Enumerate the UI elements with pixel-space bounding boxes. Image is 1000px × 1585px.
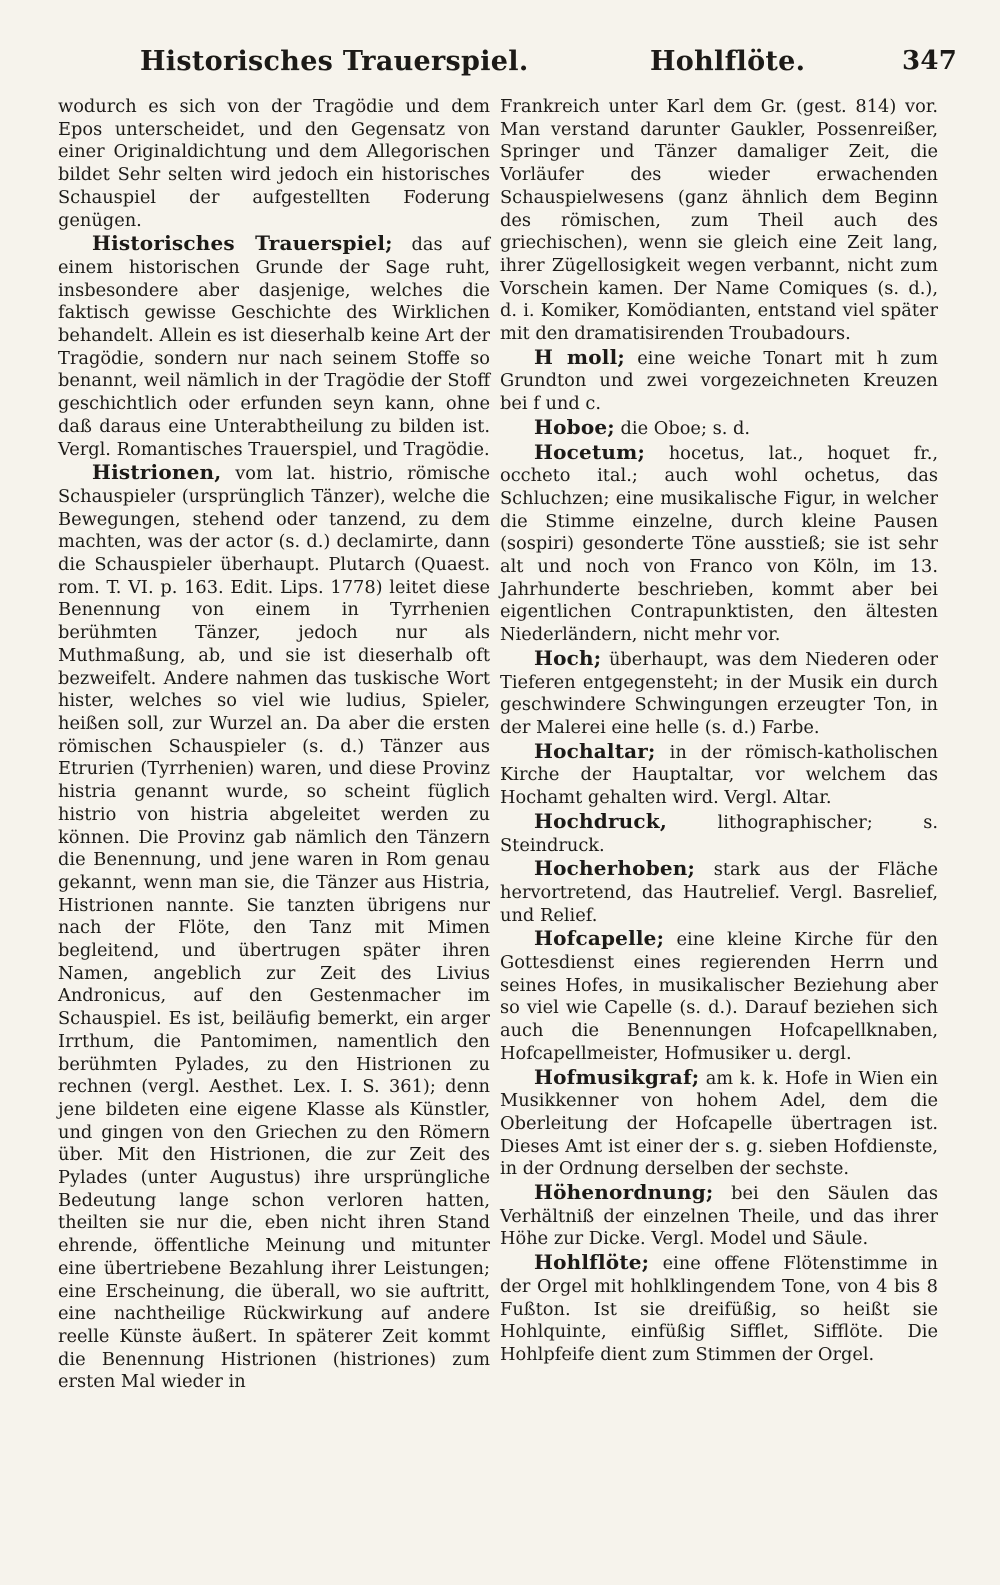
running-head	[0, 40, 1000, 90]
dictionary-entry	[500, 346, 938, 416]
dictionary-entry	[500, 740, 938, 810]
entry-headword: Hochdruck,	[534, 808, 668, 833]
entry-headword: Hocherhoben;	[534, 856, 696, 881]
entry-text: vom lat. histrio, römische Schauspieler (ursprünglich Tänzer), welche die Bewegungen, stehend oder tanzend, zu dem machten, was der actor (s. d.) declamirte, dann die Schauspieler überhaupt. Plutarch (Quaest. rom. T. VI. p. 163. Edit. Lips. 1778) leitet diese Benennung von einem in Tyrrhenien berühmten Tänzer, jedoch nur als Muthmaßung, ab, und sie ist dieserhalb oft bezweifelt. Andere nahmen das tuskische Wort hister, welches so viel wie ludius, Spieler, heißen soll, zur Wurzel an. Da aber die ersten römischen Schauspieler (s. d.) Tänzer aus Etrurien (Tyrrhenien) waren, und diese Provinz histria genannt wurde, so scheint füglich histrio von histria abgeleitet werden zu können. Die Provinz gab nämlich den Tänzern die Benennung, und jene waren in Rom genau gekannt, wenn man sie, die Tänzer aus Histria, Histrionen nannte. Sie tanzten übrigens nur nach der Flöte, den Tanz mit Mimen begleitend, und übertrugen später ihren Namen, angeblich zur Zeit des Livius Andronicus, auf den Gestenmacher im Schauspiel. Es ist, beiläufig bemerkt, ein arger Irrthum, die Pantomimen, namentlich den berühmten Pylades, zu den Histrionen zu rechnen (vergl. Aesthet. Lex. I. S. 361); denn jene bildeten eine eigene Klasse als Künstler, und gingen von den Griechen zu den Römern über. Mit den Histrionen, die zur Zeit des Pylades (unter Augustus) ihre ursprüngliche Bedeutung lange schon verloren hatten, theilten sie nur die, eben nicht ihren Stand ehrende, öffentliche Meinung und mitunter eine übertriebene Bezahlung ihrer Leistungen; eine Erscheinung, die überall, wo sie auftritt, eine nachtheilige Rückwirkung auf andere reelle Künste äußert. In späterer Zeit kommt die Benennung Histrionen (histriones) zum ersten Mal wieder in	[58, 463, 490, 1393]
entry-headword: Histrionen,	[92, 460, 222, 485]
left-column	[58, 96, 490, 1394]
entry-text: Frankreich unter Karl dem Gr. (gest. 814) vor. Man verstand darunter Gaukler, Possenreißer, Springer und Tänzer damaliger Zeit, die Vorläufer des wieder erwachenden Schauspielwesens (ganz ähnlich dem Beginn des römischen, zum Theil auch des griechischen), wenn sie gleich eine Zeit lang, ihrer Zügellosigkeit wegen verbannt, nicht zum Vorschein kamen. Der Name Comiques (s. d.), d. i. Komiker, Komödianten, entstand viel später mit den dramatisirenden Troubadours.	[500, 96, 938, 345]
entry-text: am k. k. Hofe in Wien ein Musikkenner von hohem Adel, dem die Oberleitung der Hofcapelle übertragen ist. Dieses Amt ist einer der s. g. sieben Hofdienste, in der Ordnung derselben der sechste.	[500, 1067, 938, 1180]
entry-headword: Hocetum;	[534, 439, 646, 464]
entry-text: wodurch es sich von der Tragödie und dem Epos unterscheidet, und den Gegensatz von einer Originaldichtung und dem Allegorischen bildet Sehr selten wird jedoch ein historisches Schauspiel der aufgestellten Foderung genügen.	[58, 96, 490, 231]
entry-text: eine weiche Tonart mit h zum Grundton und zwei vorgezeichneten Kreuzen bei f und c.	[500, 347, 938, 415]
entry-text: überhaupt, was dem Niederen oder Tieferen entgegensteht; in der Musik ein durch geschwindere Schwingungen erzeugter Ton, in der Malerei eine helle (s. d.) Farbe.	[500, 648, 938, 738]
entry-headword: Hohlflöte;	[534, 1250, 650, 1275]
dictionary-entry	[58, 461, 490, 1394]
entry-headword: Hoch;	[534, 645, 602, 670]
entry-text: eine kleine Kirche für den Gottesdienst eines regierenden Herrn und seines Hofes, in musikalischer Beziehung aber so viel wie Capelle (s. d.). Darauf beziehen sich auch die Benennungen Hofcapellknaben, Hofcapellmeister, Hofmusiker u. dergl.	[500, 929, 938, 1064]
header-right-catchword: Hohlflöte.	[650, 46, 806, 77]
entry-text: in der römisch-katholischen Kirche der Hauptaltar, vor welchem das Hochamt gehalten wird. Vergl. Altar.	[500, 741, 938, 809]
continued-paragraph	[500, 96, 938, 346]
dictionary-entry	[500, 1066, 938, 1182]
dictionary-entry	[500, 857, 938, 927]
page-number: 347	[902, 46, 958, 76]
dictionary-entry	[500, 1181, 938, 1251]
entry-text: die Oboe; s. d.	[614, 417, 751, 439]
entry-headword: Hochaltar;	[534, 738, 656, 763]
entry-headword: H moll;	[534, 344, 625, 369]
dictionary-entry	[500, 647, 938, 740]
dictionary-entry	[500, 441, 938, 647]
entry-headword: Höhenordnung;	[534, 1180, 714, 1205]
entry-text: lithographischer; s. Steindruck.	[500, 811, 938, 856]
entry-headword: Hofcapelle;	[534, 926, 665, 951]
right-column	[500, 96, 938, 1367]
dictionary-entry	[500, 1251, 938, 1367]
dictionary-entry	[58, 232, 490, 461]
entry-headword: Historisches Trauerspiel;	[92, 231, 393, 256]
entry-headword: Hoboe;	[534, 414, 615, 439]
entry-headword: Hofmusikgraf;	[534, 1064, 700, 1089]
continued-paragraph	[58, 96, 490, 232]
entry-text: hocetus, lat., hoquet fr., occheto ital.; auch wohl ochetus, das Schluchzen; eine musikalische Figur, in welcher die Stimme einzelne, durch kleine Pausen (sospiri) gesonderte Töne ausstieß; sie ist sehr alt und noch von Franco von Köln, im 13. Jahrhunderte beschrieben, kommt aber bei eigentlichen Contrapunktisten, den ältesten Niederländern, nicht mehr vor.	[500, 442, 938, 646]
dictionary-entry	[500, 416, 938, 441]
entry-text: eine offene Flötenstimme in der Orgel mit hohlklingendem Tone, von 4 bis 8 Fußton. Ist sie dreifüßig, so heißt sie Hohlquinte, einfüßig Sifflet, Sifflöte. Die Hohlpfeife dient zum Stimmen der Orgel.	[500, 1253, 938, 1365]
entry-text: das auf einem historischen Grunde der Sage ruht, insbesondere aber dasjenige, welches die faktisch gewisse Geschichte des Wirklichen behandelt. Allein es ist dieserhalb keine Art der Tragödie, sondern nur nach seinem Stoffe so benannt, weil nämlich in der Tragödie der Stoff geschichtlich oder erfunden seyn kann, ohne daß daraus eine Unterabtheilung zu bilden ist. Vergl. Romantisches Trauerspiel, und Tragödie.	[58, 234, 490, 460]
dictionary-entry	[500, 810, 938, 857]
entry-text: stark aus der Fläche hervortretend, das Hautrelief. Vergl. Basrelief, und Relief.	[500, 859, 938, 926]
dictionary-entry	[500, 927, 938, 1065]
header-left-catchword: Historisches Trauerspiel.	[140, 46, 529, 77]
entry-text: bei den Säulen das Verhältniß der einzelnen Theile, und das ihrer Höhe zur Dicke. Vergl. Model und Säule.	[500, 1183, 938, 1250]
